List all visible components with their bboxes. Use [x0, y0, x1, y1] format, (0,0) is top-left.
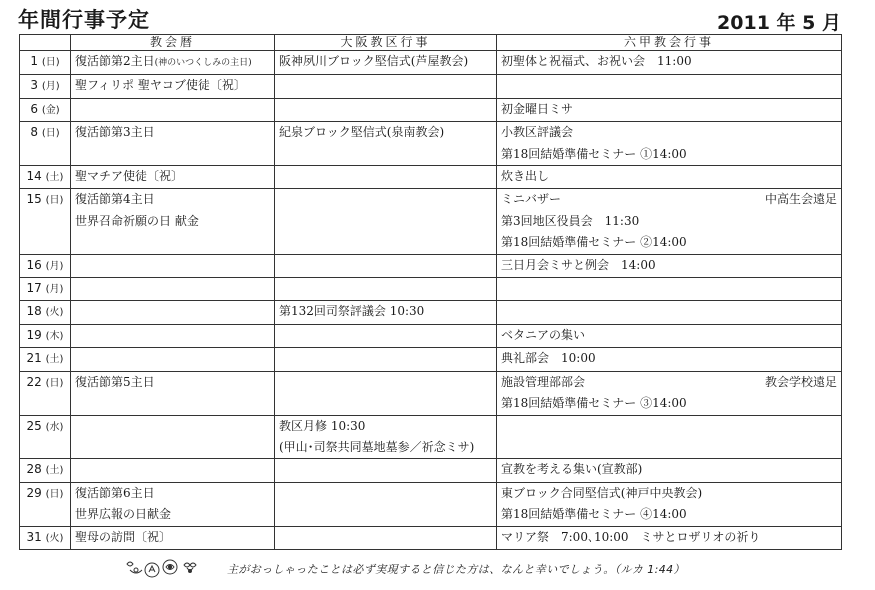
osaka-event-cell — [275, 122, 497, 166]
rokko-event-cell-line: ベタニアの集い — [501, 327, 586, 342]
row-weekday: (日) — [41, 57, 60, 68]
osaka-event-cell-line: 紀泉ブロック堅信式(泉南教会) — [279, 125, 445, 140]
osaka-event-cell-line: 第132回司祭評議会 10:30 — [279, 304, 425, 319]
table-row — [20, 482, 842, 526]
table-header-row — [20, 35, 842, 51]
church-calendar-cell-line: 聖マチア使徒〔祝〕 — [75, 169, 184, 184]
church-calendar-cell — [71, 189, 275, 254]
row-day: 25 — [26, 418, 42, 433]
table-row — [20, 189, 842, 254]
rokko-event-cell-line: 典礼部会 10:00 — [501, 351, 596, 366]
header-date — [20, 35, 71, 51]
rokko-event-cell-line: 第18回結婚準備セミナー ④14:00 — [501, 507, 687, 522]
table-row — [20, 459, 842, 482]
church-calendar-note: (神のいつくしみの主日) — [154, 58, 252, 68]
church-calendar-cell — [71, 166, 275, 189]
row-date — [20, 254, 71, 277]
row-date — [20, 371, 71, 415]
church-calendar-cell-line: 復活節第5主日 — [75, 374, 155, 389]
rokko-event-right: 教会学校遠足 — [764, 374, 837, 389]
schedule-table — [19, 34, 842, 550]
rokko-event-cell-line: 東ブロック合同堅信式(神戸中央教会) — [501, 485, 703, 500]
row-date — [20, 482, 71, 526]
church-calendar-cell-line: 復活節第4主日 — [75, 192, 155, 207]
row-day: 14 — [26, 169, 42, 184]
osaka-event-cell — [275, 98, 497, 121]
rokko-event-cell-line: 初金曜日ミサ — [501, 101, 574, 116]
table-row — [20, 254, 842, 277]
row-day: 29 — [26, 485, 42, 500]
row-day: 21 — [26, 351, 42, 366]
row-day: 22 — [26, 374, 42, 389]
osaka-event-cell — [275, 482, 497, 526]
page-title: 年間行事予定 — [18, 8, 150, 32]
osaka-event-cell — [275, 526, 497, 549]
rokko-event-cell — [497, 459, 842, 482]
church-calendar-cell — [71, 122, 275, 166]
church-calendar-cell — [71, 98, 275, 121]
osaka-event-cell — [275, 459, 497, 482]
church-calendar-cell — [71, 75, 275, 98]
church-calendar-cell-line: 復活節第3主日 — [75, 125, 155, 140]
row-day: 31 — [26, 529, 42, 544]
rokko-event-cell — [497, 98, 842, 121]
church-calendar-cell — [71, 415, 275, 459]
table-row — [20, 526, 842, 549]
osaka-event-cell — [275, 75, 497, 98]
row-date — [20, 122, 71, 166]
table-row — [20, 75, 842, 98]
table-row — [20, 122, 842, 166]
osaka-event-cell — [275, 324, 497, 347]
row-weekday: (火) — [45, 532, 64, 544]
rokko-event-cell-line: マリア祭 7:00､10:00 ミサとロザリオの祈り — [501, 529, 761, 544]
row-day: 17 — [26, 281, 42, 296]
rokko-event-cell — [497, 526, 842, 549]
table-row — [20, 324, 842, 347]
row-day: 18 — [26, 304, 42, 319]
row-weekday: (日) — [41, 128, 60, 140]
row-date — [20, 301, 71, 324]
osaka-event-cell — [275, 348, 497, 371]
row-date — [20, 166, 71, 189]
rokko-event-cell-line: 第18回結婚準備セミナー ②14:00 — [501, 235, 687, 250]
row-day: 19 — [26, 327, 42, 342]
row-date — [20, 348, 71, 371]
rokko-event-cell-line: 小教区評議会 — [501, 125, 574, 140]
rokko-event-cell — [497, 371, 842, 415]
table-row — [20, 278, 842, 301]
row-date — [20, 75, 71, 98]
osaka-event-cell — [275, 254, 497, 277]
row-date — [20, 51, 71, 75]
rokko-event-cell — [497, 166, 842, 189]
row-date — [20, 526, 71, 549]
osaka-event-cell-line: 教区月修 10:30 — [279, 418, 366, 433]
church-calendar-cell — [71, 482, 275, 526]
footer-quote: 主がおっしゃったことは必ず実現すると信じた方は、なんと幸いでしょう。（ルカ 1:44） — [227, 563, 685, 576]
row-weekday: (日) — [45, 488, 64, 500]
rokko-event-cell-line — [501, 372, 837, 393]
row-day: 15 — [26, 192, 42, 207]
row-day: 28 — [26, 462, 42, 477]
row-weekday: (土) — [45, 354, 64, 366]
table-row — [20, 98, 842, 121]
church-calendar-cell — [71, 278, 275, 301]
row-day: 3 — [30, 78, 38, 93]
rokko-event-cell-line: 宣教を考える集い(宣教部) — [501, 462, 643, 477]
floral-ornament-icon — [124, 556, 214, 580]
row-weekday: (月) — [41, 81, 60, 93]
rokko-event-text: 施設管理部部会 — [501, 374, 586, 389]
footer — [124, 556, 764, 580]
row-weekday: (月) — [45, 260, 64, 272]
row-weekday: (金) — [41, 104, 60, 116]
church-calendar-cell — [71, 254, 275, 277]
row-date — [20, 98, 71, 121]
row-weekday: (火) — [45, 307, 64, 319]
rokko-event-cell-line: 第18回結婚準備セミナー ①14:00 — [501, 146, 687, 161]
row-day: 8 — [30, 125, 38, 140]
church-calendar-cell — [71, 51, 275, 75]
osaka-event-cell — [275, 278, 497, 301]
row-day: 16 — [26, 257, 42, 272]
church-calendar-cell — [71, 324, 275, 347]
osaka-event-cell — [275, 189, 497, 254]
row-date — [20, 278, 71, 301]
church-calendar-cell — [71, 526, 275, 549]
church-calendar-cell — [71, 301, 275, 324]
row-weekday: (木) — [45, 330, 64, 342]
rokko-event-cell — [497, 278, 842, 301]
church-calendar-cell-line: 世界召命祈願の日 献金 — [75, 213, 199, 228]
rokko-event-cell — [497, 348, 842, 371]
osaka-event-cell — [275, 415, 497, 459]
osaka-event-cell — [275, 166, 497, 189]
rokko-event-cell — [497, 75, 842, 98]
church-calendar-cell — [71, 348, 275, 371]
rokko-event-cell — [497, 51, 842, 75]
table-row — [20, 166, 842, 189]
rokko-event-cell — [497, 254, 842, 277]
header-osaka-events: 大阪教区行事 — [275, 35, 497, 51]
church-calendar-cell-line: 聖フィリポ 聖ヤコブ使徒〔祝〕 — [75, 78, 246, 93]
osaka-event-cell — [275, 51, 497, 75]
church-calendar-text: 復活節第2主日 — [75, 54, 155, 68]
row-weekday: (月) — [45, 284, 64, 296]
row-day: 1 — [30, 54, 38, 68]
rokko-event-text: ミニバザー — [501, 192, 562, 207]
row-date — [20, 415, 71, 459]
rokko-event-cell-line: 第3回地区役員会 11:30 — [501, 213, 640, 228]
rokko-event-cell-line: 初聖体と祝福式、お祝い会 11:00 — [501, 54, 692, 68]
row-date — [20, 324, 71, 347]
rokko-event-cell — [497, 189, 842, 254]
church-calendar-cell-line: 復活節第6主日 — [75, 485, 155, 500]
table-row — [20, 371, 842, 415]
rokko-event-cell-line: 炊き出し — [501, 169, 550, 184]
table-row — [20, 415, 842, 459]
rokko-event-cell-line: 第18回結婚準備セミナー ③14:00 — [501, 396, 687, 411]
rokko-event-cell — [497, 122, 842, 166]
row-day: 6 — [30, 101, 38, 116]
row-weekday: (土) — [45, 465, 64, 477]
row-weekday: (水) — [45, 421, 64, 433]
rokko-event-cell-line — [501, 189, 837, 210]
row-weekday: (土) — [45, 172, 64, 184]
church-calendar-cell — [71, 459, 275, 482]
church-calendar-cell-line: 世界広報の日献金 — [75, 507, 172, 522]
church-calendar-cell-line — [75, 51, 270, 74]
osaka-event-cell — [275, 371, 497, 415]
rokko-event-cell — [497, 415, 842, 459]
row-weekday: (日) — [45, 377, 64, 389]
rokko-event-right: 中高生会遠足 — [764, 192, 837, 207]
table-row — [20, 301, 842, 324]
osaka-event-cell-line: 阪神夙川ブロック堅信式(芦屋教会) — [279, 54, 469, 68]
rokko-event-cell — [497, 482, 842, 526]
table-row — [20, 348, 842, 371]
page-date: 2011 年 5 月 — [717, 12, 841, 34]
rokko-event-cell — [497, 324, 842, 347]
table-row — [20, 51, 842, 75]
row-date — [20, 459, 71, 482]
osaka-event-cell-line: (甲山･司祭共同墓地墓参／祈念ミサ) — [279, 439, 475, 454]
header-rokko-events: 六甲教会行事 — [497, 35, 842, 51]
rokko-event-cell-line: 三日月会ミサと例会 14:00 — [501, 257, 656, 272]
row-weekday: (日) — [45, 195, 64, 207]
rokko-event-cell — [497, 301, 842, 324]
header-church-calendar: 教会暦 — [71, 35, 275, 51]
osaka-event-cell — [275, 301, 497, 324]
church-calendar-cell-line: 聖母の訪問〔祝〕 — [75, 529, 172, 544]
church-calendar-cell — [71, 371, 275, 415]
row-date — [20, 189, 71, 254]
